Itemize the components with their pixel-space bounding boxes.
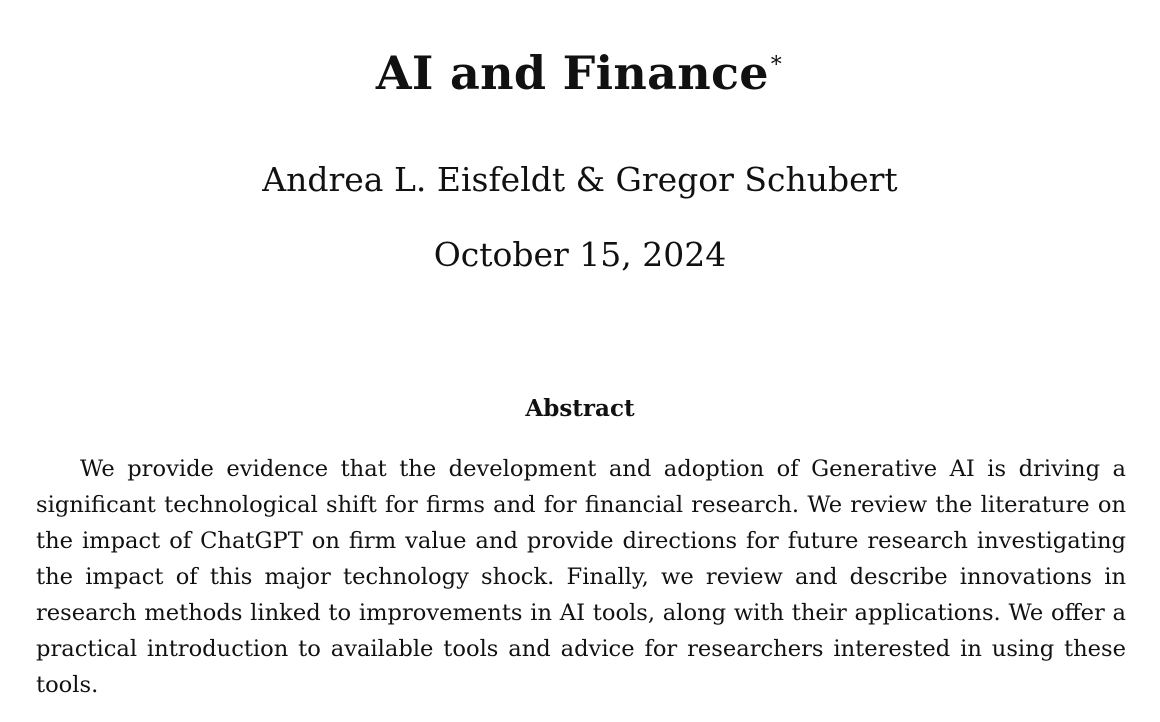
paper-title-text: AI and Finance bbox=[375, 46, 769, 100]
paper-title bbox=[0, 46, 1160, 101]
title-footnote-mark[interactable]: ∗ bbox=[768, 48, 785, 73]
abstract-heading: Abstract bbox=[525, 395, 635, 422]
paper-date: October 15, 2024 bbox=[433, 235, 727, 274]
paper-authors: Andrea L. Eisfeldt & Gregor Schubert bbox=[262, 160, 898, 199]
title-block bbox=[0, 46, 1160, 101]
abstract-text: We provide evidence that the development and adoption of Generative AI is driving a significant technological shift for firms and for financial research. We review the literature on the impact of ChatGPT on firm value and provide directions for future research investigating the impact of this major technology shock. Finally, we review and describe innovations in research methods linked to improvements in AI tools, along with their applications. We offer a practical introduction to available tools and advice for researchers interested in using these tools. bbox=[36, 456, 1126, 698]
